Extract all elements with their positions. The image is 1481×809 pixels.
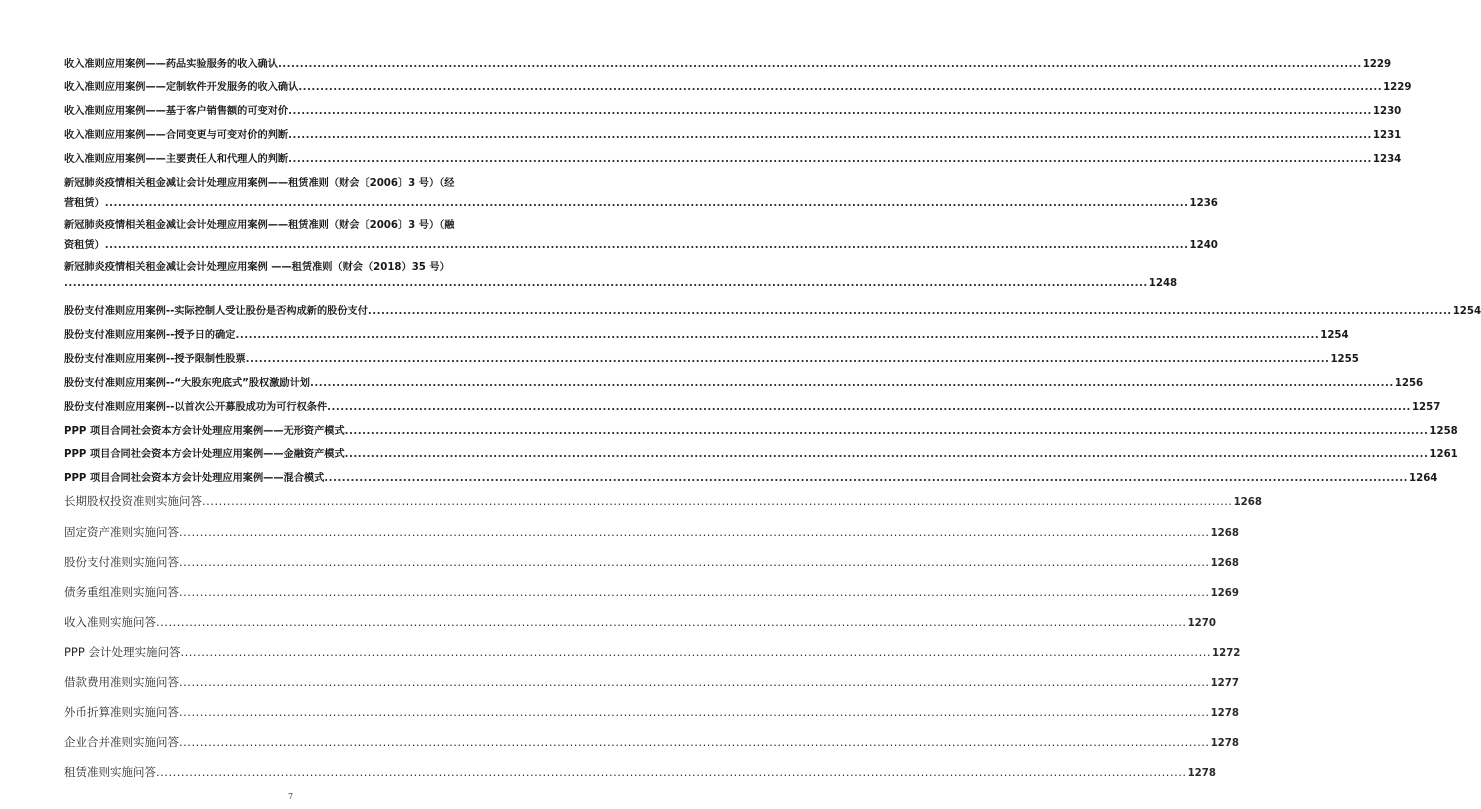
toc-page-number: 1277 [1210,678,1239,689]
toc-entry-title: 借款费用准则实施问答 [64,675,179,689]
toc-entry-title: 收入准则实施问答 [64,615,156,629]
toc-entry[interactable] [64,374,1424,389]
toc-page-number: 1270 [1187,618,1216,629]
toc-page-number: 1230 [1372,106,1402,117]
toc-page-number: 1229 [1362,59,1392,70]
dot-leader [324,473,1408,484]
dot-leader [327,402,1411,413]
dot-leader [288,130,1372,141]
toc-entry[interactable] [64,493,1262,509]
toc-entry-title: PPP 会计处理实施问答 [64,645,181,659]
toc-entry-title: 外币折算准则实施问答 [64,705,179,719]
toc-entry-title: PPP 项目合同社会资本方会计处理应用案例——无形资产模式 [64,426,345,437]
toc-entry-title: 股份支付准则应用案例--授予限制性股票 [64,354,246,365]
dot-leader [179,555,1210,569]
toc-entry-title: PPP 项目合同社会资本方会计处理应用案例——金融资产模式 [64,449,345,460]
dot-leader [202,494,1233,508]
toc-page-number: 1234 [1372,154,1402,165]
dot-leader [105,198,1189,209]
dot-leader [179,735,1210,749]
dot-leader [368,306,1452,317]
toc-page-number: 1236 [1189,198,1218,209]
toc-page-number: 1268 [1233,497,1262,508]
toc-page-number: 1278 [1210,708,1239,719]
toc-entry-title: PPP 项目合同社会资本方会计处理应用案例——混合模式 [64,473,325,484]
toc-entry[interactable] [64,216,1218,251]
toc-page-number: 1278 [1210,738,1239,749]
toc-page-number: 1229 [1383,82,1412,93]
toc-entry-title: 新冠肺炎疫情相关租金减让会计处理应用案例——租赁准则（财会〔2006〕3 号）（融 [64,220,455,231]
toc-entry-title: 股份支付准则应用案例--“大股东兜底式”股权激励计划 [64,378,310,389]
toc-page-number: 1254 [1320,330,1349,341]
toc-entry-title: 股份支付准则实施问答 [64,555,179,569]
toc-entry-title: 收入准则应用案例——基于客户销售额的可变对价 [64,106,289,117]
toc-entry[interactable] [64,302,1481,317]
toc-entry-title: 企业合并准则实施问答 [64,735,179,749]
dot-leader [310,378,1394,389]
dot-leader [180,645,1211,659]
dot-leader [156,615,1187,629]
toc-page-number: 1269 [1210,588,1239,599]
dot-leader [246,354,1330,365]
toc-entry[interactable] [64,674,1239,690]
toc-entry-title: 租赁准则实施问答 [64,765,156,779]
toc-entry[interactable] [64,326,1349,341]
dot-leader [288,106,1372,117]
toc-page-number: 1254 [1452,306,1481,317]
toc-entry[interactable] [64,398,1441,413]
toc-page-number: 1240 [1189,240,1218,251]
page-number: 7 [287,792,294,801]
dot-leader [235,330,1319,341]
toc-entry[interactable] [64,524,1239,540]
toc-entry[interactable] [64,469,1438,484]
dot-leader [345,449,1429,460]
toc-entry-title: 股份支付准则应用案例--以首次公开募股成功为可行权条件 [64,402,328,413]
dot-leader [179,525,1210,539]
dot-leader [288,154,1372,165]
toc-entry[interactable] [64,78,1412,93]
dot-leader [179,705,1210,719]
toc-page-number: 1278 [1187,768,1216,779]
toc-entry-title: 长期股权投资准则实施问答 [64,494,202,508]
toc-entry-title: 债务重组准则实施问答 [64,585,179,599]
toc-entry-title-continued: 资租赁） [64,240,105,251]
toc-entry-title: 新冠肺炎疫情相关租金减让会计处理应用案例 ——租赁准则（财会（2018）35 号） [64,262,450,273]
dot-leader [156,765,1187,779]
toc-entry-title: 收入准则应用案例——合同变更与可变对价的判断 [64,130,289,141]
toc-entry[interactable] [64,644,1241,660]
toc-page-number: 1268 [1210,558,1239,569]
dot-leader [64,278,1148,289]
toc-entry[interactable] [64,422,1458,437]
toc-page-number: 1256 [1394,378,1424,389]
toc-entry[interactable] [64,174,1218,209]
toc-entry[interactable] [64,150,1402,165]
toc-entry-title: 收入准则应用案例——定制软件开发服务的收入确认 [64,82,299,93]
dot-leader [345,426,1429,437]
toc-entry[interactable] [64,614,1216,630]
toc-page-number: 1231 [1372,130,1402,141]
toc-page-number: 1255 [1330,354,1359,365]
toc-entry[interactable] [64,55,1392,70]
toc-entry[interactable] [64,258,1178,289]
toc-entry[interactable] [64,445,1458,460]
dot-leader [298,82,1382,93]
toc-entry[interactable] [64,734,1239,750]
toc-page-number: 1258 [1429,426,1458,437]
toc-page-number: 1264 [1409,473,1438,484]
toc-entry-title: 股份支付准则应用案例--实际控制人受让股份是否构成新的股份支付 [64,306,368,317]
dot-leader [105,240,1189,251]
dot-leader [278,59,1362,70]
toc-entry[interactable] [64,764,1216,780]
toc-entry-title: 固定资产准则实施问答 [64,525,179,539]
dot-leader [179,585,1210,599]
toc-entry-title: 新冠肺炎疫情相关租金减让会计处理应用案例——租赁准则（财会〔2006〕3 号）（经 [64,178,455,189]
toc-page-number: 1261 [1429,449,1458,460]
toc-page-number: 1272 [1212,648,1241,659]
toc-entry-title: 股份支付准则应用案例--授予日的确定 [64,330,236,341]
toc-entry-title-continued: 营租赁） [64,198,105,209]
toc-entry[interactable] [64,126,1402,141]
dot-leader [179,675,1210,689]
toc-entry[interactable] [64,554,1239,570]
toc-page-number: 1257 [1411,402,1441,413]
toc-page-number: 1268 [1210,528,1239,539]
toc-entry[interactable] [64,584,1239,600]
toc-entry-title: 收入准则应用案例——药品实验服务的收入确认 [64,59,278,70]
toc-entry[interactable] [64,102,1402,117]
toc-entry[interactable] [64,704,1239,720]
toc-page-number: 1248 [1148,278,1178,289]
toc-entry-title: 收入准则应用案例——主要责任人和代理人的判断 [64,154,289,165]
toc-entry[interactable] [64,350,1359,365]
